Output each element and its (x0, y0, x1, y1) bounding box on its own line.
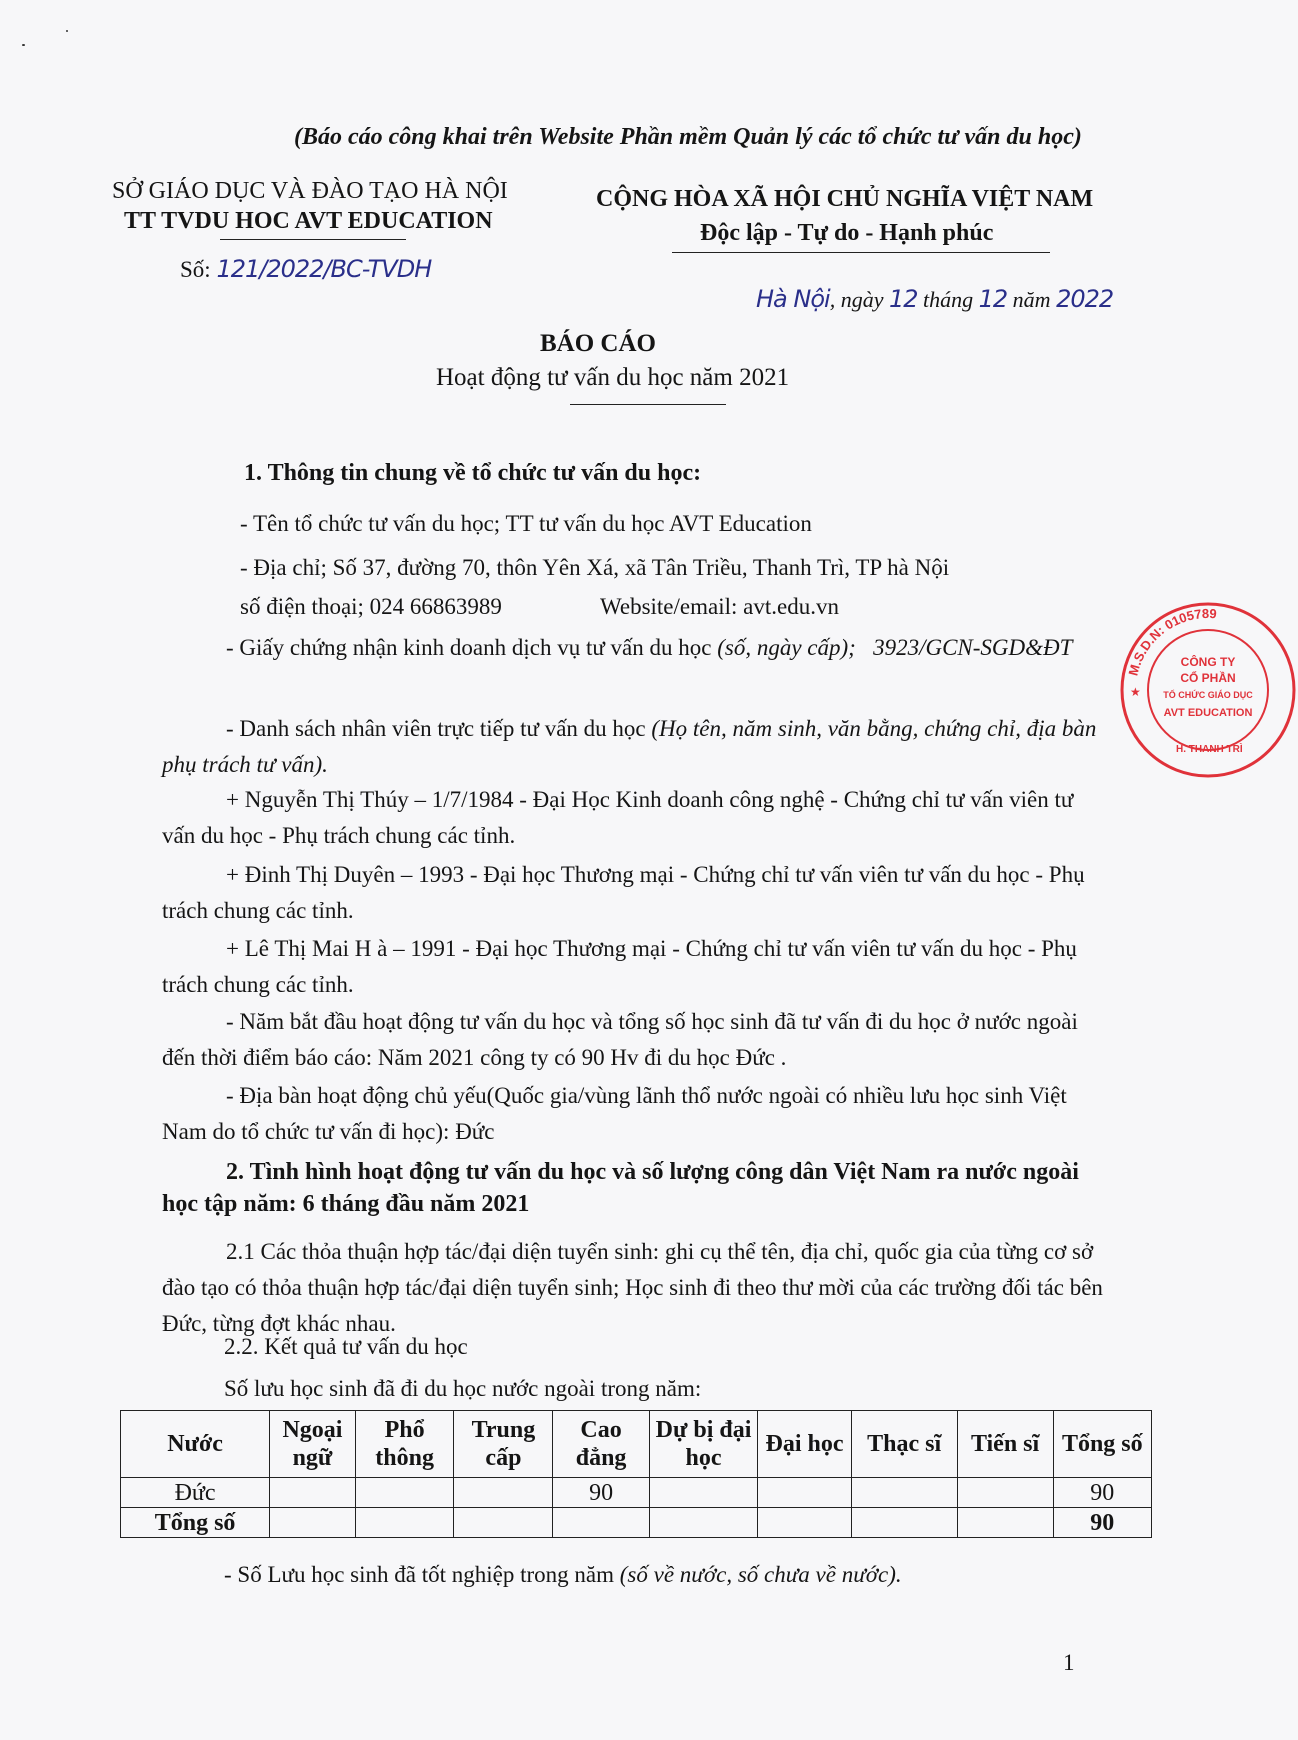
table-cell (957, 1478, 1053, 1508)
public-notice: (Báo cáo công khai trên Website Phần mềm Quản lý các tổ chức tư vấn du học) (294, 124, 1082, 150)
graduates-line (224, 1562, 902, 1588)
table-cell (553, 1508, 649, 1538)
start-paragraph: - Năm bắt đầu hoạt động tư vấn du học và tổng số học sinh đã tư vấn đi du học ở nước ngoài đến thời điểm báo cáo: Năm 2021 công ty có 90 Hv đi du học Đức . (162, 1009, 1078, 1070)
table-caption: Số lưu học sinh đã đi du học nước ngoài trong năm: (224, 1376, 702, 1401)
graduates-prefix: - Số Lưu học sinh đã tốt nghiệp trong năm (224, 1562, 615, 1587)
report-title: BÁO CÁO (540, 330, 656, 357)
col-master: Thạc sĩ (851, 1411, 957, 1478)
date-year: 2022 (1056, 285, 1114, 313)
table-cell (649, 1478, 758, 1508)
address-line: - Địa chỉ; Số 37, đường 70, thôn Yên Xá, xã Tân Triều, Thanh Trì, TP hà Nội (240, 555, 950, 580)
table-cell (270, 1478, 356, 1508)
results-table (120, 1410, 1152, 1538)
table-cell (649, 1508, 758, 1538)
website-line: Website/email: avt.edu.vn (600, 594, 839, 619)
table-cell (270, 1508, 356, 1538)
table-cell (957, 1508, 1053, 1538)
staff-hint: (Họ tên, năm sinh, văn bằng, chứng chỉ, địa bàn phụ trách tư vấn). (162, 716, 1097, 777)
date-place: Hà Nội (756, 285, 830, 313)
org-name-line: - Tên tổ chức tư vấn du học; TT tư vấn du học AVT Education (240, 511, 812, 536)
col-total: Tổng số (1053, 1411, 1151, 1478)
stamp-line: CÔNG TY (1180, 655, 1236, 669)
company-stamp (1118, 600, 1298, 780)
agreements-paragraph: 2.1 Các thỏa thuận hợp tác/đại diện tuyển sinh: ghi cụ thể tên, địa chỉ, quốc gia của từng cơ sở đào tạo có thỏa thuận hợp tác/đại diện tuyển sinh; Học sinh đi theo thư mời của các trường đối tác bên Đức, từng đợt khác nhau. (162, 1239, 1103, 1336)
col-preparatory: Dự bị đại học (649, 1411, 758, 1478)
table-cell (758, 1508, 852, 1538)
doc-number-value: 121/2022/BC-TVDH (216, 255, 432, 283)
license-value: 3923/GCN-SGD&ĐT (873, 635, 1073, 660)
doc-number (180, 255, 431, 283)
total-label: Tổng số (121, 1508, 270, 1538)
staff-item: + Đinh Thị Duyên – 1993 - Đại học Thương mại - Chứng chỉ tư vấn viên tư vấn du học - Phụ trách chung các tỉnh. (162, 862, 1085, 923)
table-row-total (121, 1508, 1152, 1538)
title-underline (570, 404, 726, 405)
table-cell (758, 1478, 852, 1508)
license-hint: (số, ngày cấp); (717, 635, 856, 660)
section1-heading: 1. Thông tin chung về tổ chức tư vấn du học: (244, 460, 702, 486)
motto-underline (672, 252, 1050, 253)
stamp-ring-text: M.S.D.N: 0105789 (1125, 605, 1218, 678)
license-paragraph (162, 630, 1104, 666)
doc-number-label: Số: (180, 257, 211, 282)
results-heading: 2.2. Kết quả tư vấn du học (224, 1334, 468, 1359)
center-underline (220, 239, 406, 240)
staff-item: + Nguyễn Thị Thúy – 1/7/1984 - Đại Học Kinh doanh công nghệ - Chứng chỉ tư vấn viên tư vấn du học - Phụ trách chung các tỉnh. (162, 787, 1074, 848)
stamp-bottom-text: H. THANH TRÌ (1176, 744, 1243, 755)
area-paragraph: - Địa bàn hoạt động chủ yếu(Quốc gia/vùng lãnh thổ nước ngoài có nhiều lưu học sinh Việt Nam do tổ chức tư vấn đi học): Đức (162, 1083, 1067, 1144)
col-college: Cao đẳng (553, 1411, 649, 1478)
country-name: CỘNG HÒA XÃ HỘI CHỦ NGHĨA VIỆT NAM (596, 186, 1094, 212)
stamp-line: TỔ CHỨC GIÁO DỤC (1163, 690, 1253, 700)
col-university: Đại học (758, 1411, 852, 1478)
staff-item: + Lê Thị Mai H à – 1991 - Đại học Thương mại - Chứng chỉ tư vấn viên tư vấn du học - Phụ trách chung các tỉnh. (162, 936, 1077, 997)
table-cell (355, 1508, 454, 1538)
table-cell (851, 1478, 957, 1508)
date-day: 12 (888, 285, 918, 313)
col-high-school: Phổ thông (355, 1411, 454, 1478)
scan-speck (66, 30, 68, 32)
date-month: 12 (978, 285, 1008, 313)
table-cell: 90 (1053, 1478, 1151, 1508)
table-cell (355, 1478, 454, 1508)
month-label: tháng (923, 287, 974, 312)
table-row (121, 1478, 1152, 1508)
stamp-line: AVT EDUCATION (1163, 707, 1253, 719)
center-name: TT TVDU HOC AVT EDUCATION (124, 208, 493, 234)
col-intermediate: Trung cấp (454, 1411, 553, 1478)
col-language: Ngoại ngữ (270, 1411, 356, 1478)
phone-line: số điện thoại; 024 66863989 (240, 594, 502, 619)
table-cell: 90 (553, 1478, 649, 1508)
agency-name: SỞ GIÁO DỤC VÀ ĐÀO TẠO HÀ NỘI (112, 178, 508, 204)
section2-heading: 2. Tình hình hoạt động tư vấn du học và số lượng công dân Việt Nam ra nước ngoài học tập năm: 6 tháng đầu năm 2021 (162, 1159, 1079, 1217)
day-label: , ngày (829, 287, 884, 312)
national-motto: Độc lập - Tự do - Hạnh phúc (700, 220, 994, 246)
table-cell (454, 1478, 553, 1508)
total-value: 90 (1053, 1508, 1151, 1538)
date-line (756, 285, 1113, 313)
table-cell: Đức (121, 1478, 270, 1508)
table-header-row (121, 1411, 1152, 1478)
staff-paragraph (162, 711, 1104, 783)
year-label: năm (1012, 287, 1051, 312)
scan-speck (22, 44, 25, 46)
stamp-star-icon: ★ (1130, 685, 1141, 699)
stamp-line: CỔ PHẦN (1180, 671, 1236, 685)
page-number: 1 (1063, 1650, 1075, 1675)
col-doctor: Tiến sĩ (957, 1411, 1053, 1478)
table-cell (851, 1508, 957, 1538)
report-subtitle: Hoạt động tư vấn du học năm 2021 (436, 364, 790, 391)
table-cell (454, 1508, 553, 1538)
col-country: Nước (121, 1411, 270, 1478)
license-prefix: - Giấy chứng nhận kinh doanh dịch vụ tư vấn du học (226, 635, 712, 660)
staff-prefix: - Danh sách nhân viên trực tiếp tư vấn du học (226, 716, 646, 741)
graduates-hint: (số về nước, số chưa về nước). (619, 1562, 902, 1587)
